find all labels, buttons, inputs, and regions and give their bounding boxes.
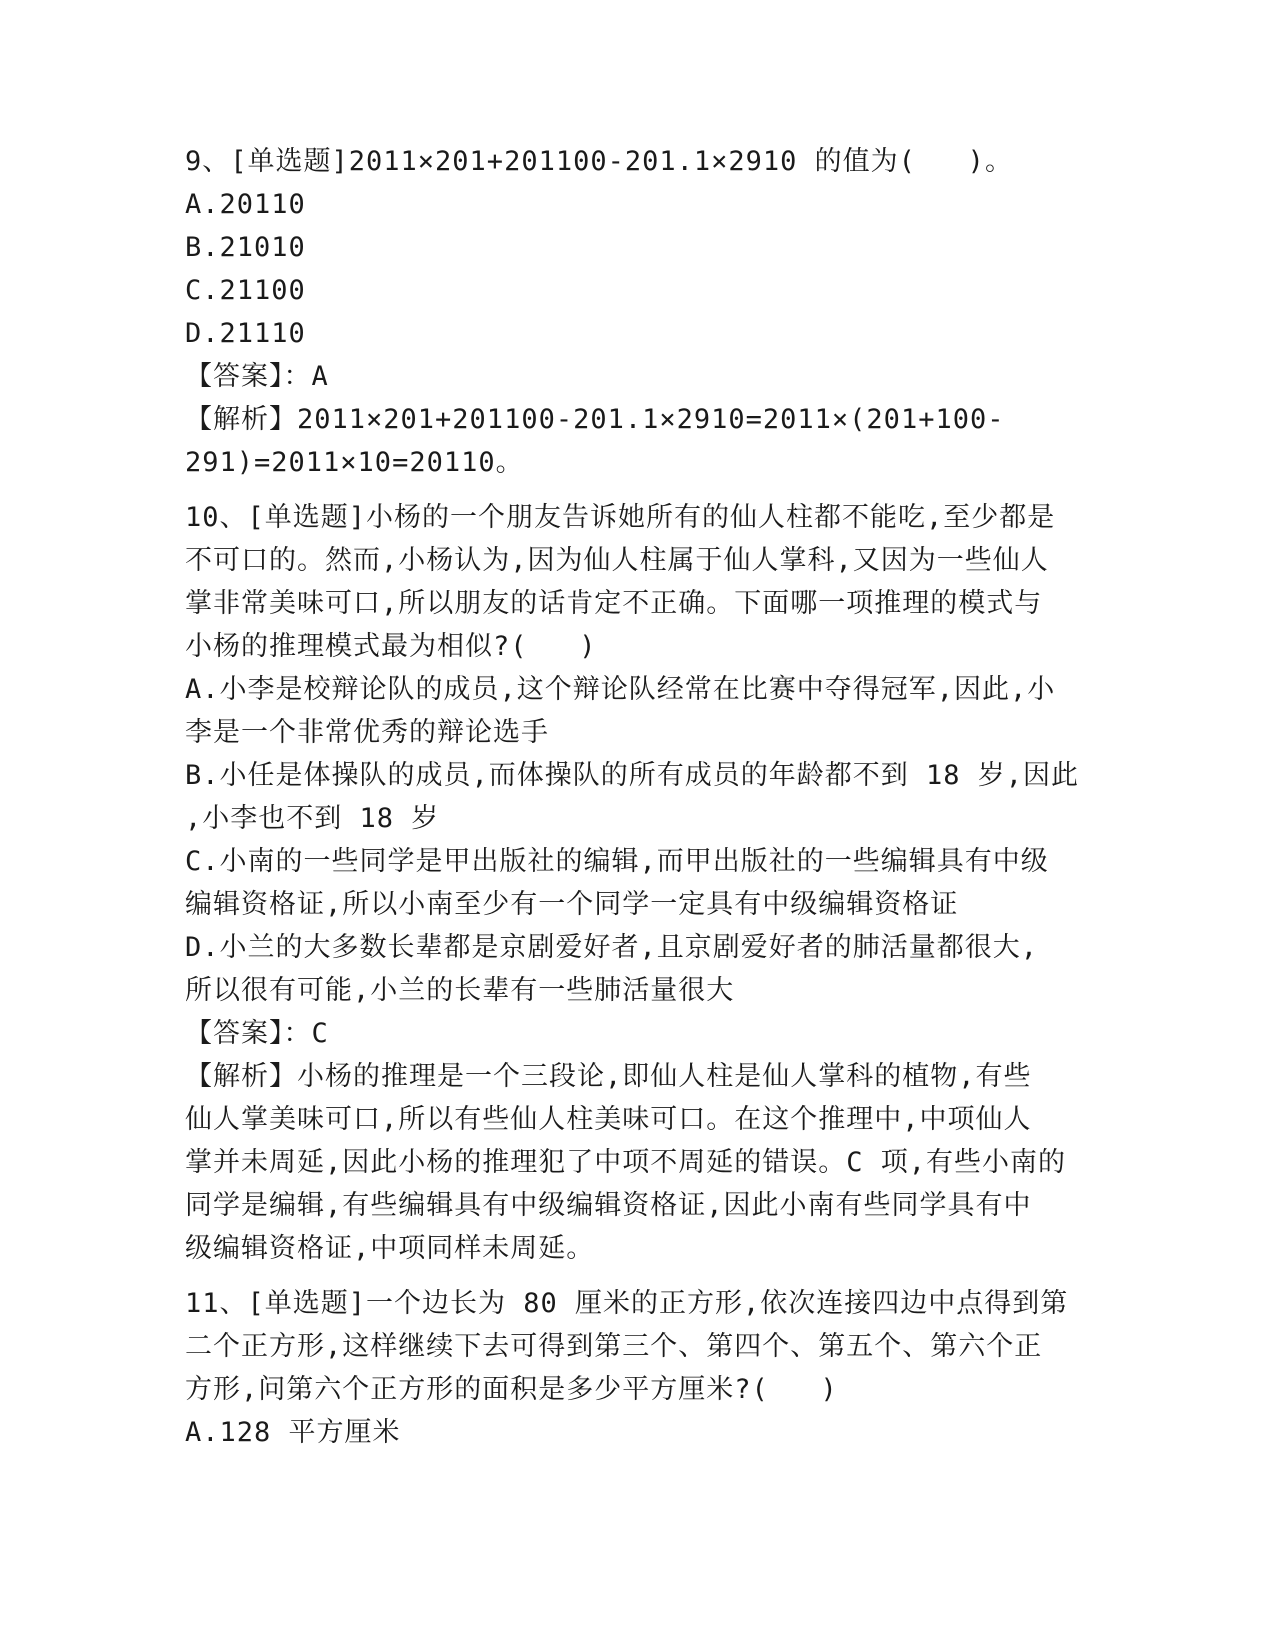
question-9-option-b: B.21010 (185, 232, 306, 263)
question-11-option-a: A.128 平方厘米 (185, 1417, 401, 1448)
question-10-analysis-cont: 仙人掌美味可口,所以有些仙人柱美味可口。在这个推理中,中项仙人 (185, 1104, 1032, 1135)
question-10-option-a: A.小李是校辩论队的成员,这个辩论队经常在比赛中夺得冠军,因此,小 (185, 674, 1056, 705)
question-10-analysis: 【解析】小杨的推理是一个三段论,即仙人柱是仙人掌科的植物,有些 (185, 1061, 1032, 1092)
question-11-stem: 11、[单选题]一个边长为 80 厘米的正方形,依次连接四边中点得到第 (185, 1288, 1069, 1319)
document-page (185, 140, 1085, 1466)
question-10-stem-cont: 掌非常美味可口,所以朋友的话肯定不正确。下面哪一项推理的模式与 (185, 588, 1043, 619)
question-9 (185, 140, 1085, 484)
question-9-option-a: A.20110 (185, 189, 306, 220)
question-10-analysis-cont: 同学是编辑,有些编辑具有中级编辑资格证,因此小南有些同学具有中 (185, 1190, 1032, 1221)
question-10-option-d: D.小兰的大多数长辈都是京剧爱好者,且京剧爱好者的肺活量都很大, (185, 932, 1039, 963)
question-10-analysis-cont: 级编辑资格证,中项同样未周延。 (185, 1233, 595, 1264)
question-9-analysis: 【解析】2011×201+201100-201.1×2910=2011×(201+100- (185, 404, 1005, 435)
question-10-option-b: B.小任是体操队的成员,而体操队的所有成员的年龄都不到 18 岁,因此 (185, 760, 1080, 791)
question-10-stem-cont: 小杨的推理模式最为相似?( ) (185, 631, 597, 662)
question-10-option-c: C.小南的一些同学是甲出版社的编辑,而甲出版社的一些编辑具有中级 (185, 846, 1049, 877)
question-9-analysis-cont: 291)=2011×10=20110。 (185, 447, 524, 478)
question-10-answer: 【答案】：C (185, 1018, 329, 1049)
question-10-option-c-cont: 编辑资格证,所以小南至少有一个同学一定具有中级编辑资格证 (185, 889, 959, 920)
question-9-answer: 【答案】：A (185, 361, 329, 392)
question-10-stem: 10、[单选题]小杨的一个朋友告诉她所有的仙人柱都不能吃,至少都是 (185, 502, 1056, 533)
question-9-stem: 9、[单选题]2011×201+201100-201.1×2910 的值为( )。 (185, 146, 1013, 177)
question-9-option-d: D.21110 (185, 318, 306, 349)
question-9-option-c: C.21100 (185, 275, 306, 306)
question-10-option-d-cont: 所以很有可能,小兰的长辈有一些肺活量很大 (185, 975, 735, 1006)
question-11-stem-cont: 方形,问第六个正方形的面积是多少平方厘米?( ) (185, 1374, 838, 1405)
question-11 (185, 1282, 1085, 1454)
question-11-stem-cont: 二个正方形,这样继续下去可得到第三个、第四个、第五个、第六个正 (185, 1331, 1043, 1362)
question-10-analysis-cont: 掌并未周延,因此小杨的推理犯了中项不周延的错误。C 项,有些小南的 (185, 1147, 1067, 1178)
question-10-stem-cont: 不可口的。然而,小杨认为,因为仙人柱属于仙人掌科,又因为一些仙人 (185, 545, 1049, 576)
question-10 (185, 496, 1085, 1270)
question-10-option-a-cont: 李是一个非常优秀的辩论选手 (185, 717, 549, 748)
question-10-option-b-cont: ,小李也不到 18 岁 (185, 803, 440, 834)
